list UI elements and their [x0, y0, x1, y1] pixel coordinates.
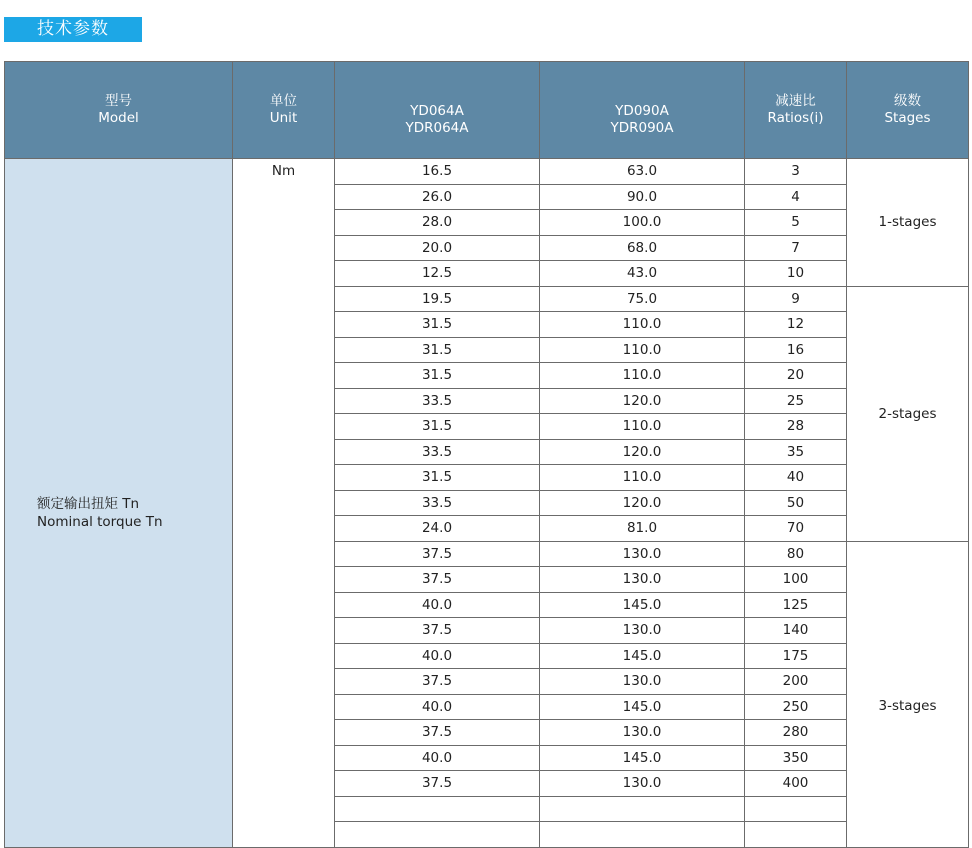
torque-yd090a: 43.0: [540, 261, 745, 287]
header-unit: 单位 Unit: [233, 62, 335, 159]
ratio-value: 400: [745, 771, 847, 797]
header-ratio: 减速比 Ratios(i): [745, 62, 847, 159]
ratio-value: 3: [745, 159, 847, 185]
torque-yd064a: 31.5: [335, 414, 540, 440]
torque-yd064a: 33.5: [335, 439, 540, 465]
torque-yd064a: 40.0: [335, 592, 540, 618]
parameter-name-cn: 额定输出扭矩 Tn: [37, 496, 140, 512]
ratio-value: 20: [745, 363, 847, 389]
torque-yd090a: 130.0: [540, 720, 745, 746]
torque-yd064a: 37.5: [335, 541, 540, 567]
empty-cell: [335, 822, 540, 848]
ratio-value: 80: [745, 541, 847, 567]
ratio-value: 16: [745, 337, 847, 363]
torque-yd090a: 68.0: [540, 235, 745, 261]
table-header-row: [5, 62, 969, 159]
torque-yd064a: 20.0: [335, 235, 540, 261]
ratio-value: 50: [745, 490, 847, 516]
torque-yd064a: 31.5: [335, 465, 540, 491]
torque-yd090a: 130.0: [540, 618, 745, 644]
ratio-value: 7: [745, 235, 847, 261]
torque-yd064a: 37.5: [335, 771, 540, 797]
torque-yd064a: 40.0: [335, 643, 540, 669]
unit-cell: [233, 159, 335, 848]
table-body: [5, 159, 969, 848]
empty-cell: [540, 822, 745, 848]
ratio-value: 280: [745, 720, 847, 746]
spec-table: [4, 61, 969, 848]
ratio-value: 70: [745, 516, 847, 542]
torque-yd064a: 31.5: [335, 363, 540, 389]
parameter-name-en: Nominal torque Tn: [37, 514, 163, 530]
torque-yd090a: 110.0: [540, 414, 745, 440]
empty-cell: [745, 796, 847, 822]
ratio-value: 5: [745, 210, 847, 236]
ratio-value: 10: [745, 261, 847, 287]
torque-yd090a: 110.0: [540, 312, 745, 338]
torque-yd064a: 12.5: [335, 261, 540, 287]
ratio-value: 125: [745, 592, 847, 618]
ratio-value: 4: [745, 184, 847, 210]
ratio-value: 250: [745, 694, 847, 720]
parameter-cell: [5, 159, 233, 848]
ratio-value: 40: [745, 465, 847, 491]
torque-yd064a: 33.5: [335, 388, 540, 414]
ratio-value: 12: [745, 312, 847, 338]
stage-cell: 3-stages: [847, 541, 969, 847]
torque-yd090a: 145.0: [540, 643, 745, 669]
torque-yd064a: 19.5: [335, 286, 540, 312]
empty-cell: [335, 796, 540, 822]
ratio-value: 140: [745, 618, 847, 644]
torque-yd090a: 145.0: [540, 745, 745, 771]
stage-cell: 2-stages: [847, 286, 969, 541]
ratio-value: 28: [745, 414, 847, 440]
header-stages: 级数 Stages: [847, 62, 969, 159]
ratio-value: 175: [745, 643, 847, 669]
torque-yd064a: 37.5: [335, 618, 540, 644]
torque-yd090a: 120.0: [540, 388, 745, 414]
torque-yd064a: 37.5: [335, 720, 540, 746]
torque-yd064a: 24.0: [335, 516, 540, 542]
torque-yd090a: 145.0: [540, 694, 745, 720]
torque-yd090a: 130.0: [540, 541, 745, 567]
ratio-value: 100: [745, 567, 847, 593]
torque-yd064a: 28.0: [335, 210, 540, 236]
torque-yd090a: 110.0: [540, 465, 745, 491]
empty-cell: [745, 822, 847, 848]
ratio-value: 35: [745, 439, 847, 465]
torque-yd090a: 100.0: [540, 210, 745, 236]
torque-yd090a: 120.0: [540, 490, 745, 516]
header-yd064a: YD064A YDR064A: [335, 62, 540, 159]
ratio-value: 9: [745, 286, 847, 312]
torque-yd064a: 31.5: [335, 337, 540, 363]
torque-yd090a: 63.0: [540, 159, 745, 185]
torque-yd090a: 130.0: [540, 567, 745, 593]
torque-yd064a: 37.5: [335, 669, 540, 695]
torque-yd064a: 40.0: [335, 694, 540, 720]
torque-yd064a: 40.0: [335, 745, 540, 771]
ratio-value: 200: [745, 669, 847, 695]
torque-yd090a: 130.0: [540, 771, 745, 797]
torque-yd064a: 33.5: [335, 490, 540, 516]
torque-yd064a: 26.0: [335, 184, 540, 210]
unit-value: Nm: [271, 163, 296, 179]
torque-yd090a: 75.0: [540, 286, 745, 312]
section-title-tag: 技术参数: [4, 17, 142, 42]
table-row: [5, 159, 969, 185]
header-model: 型号 Model: [5, 62, 233, 159]
torque-yd064a: 37.5: [335, 567, 540, 593]
header-yd090a: YD090A YDR090A: [540, 62, 745, 159]
torque-yd090a: 90.0: [540, 184, 745, 210]
stage-cell: 1-stages: [847, 159, 969, 287]
torque-yd064a: 31.5: [335, 312, 540, 338]
torque-yd090a: 145.0: [540, 592, 745, 618]
torque-yd090a: 120.0: [540, 439, 745, 465]
torque-yd090a: 130.0: [540, 669, 745, 695]
torque-yd090a: 110.0: [540, 337, 745, 363]
ratio-value: 25: [745, 388, 847, 414]
torque-yd064a: 16.5: [335, 159, 540, 185]
empty-cell: [540, 796, 745, 822]
torque-yd090a: 81.0: [540, 516, 745, 542]
ratio-value: 350: [745, 745, 847, 771]
torque-yd090a: 110.0: [540, 363, 745, 389]
